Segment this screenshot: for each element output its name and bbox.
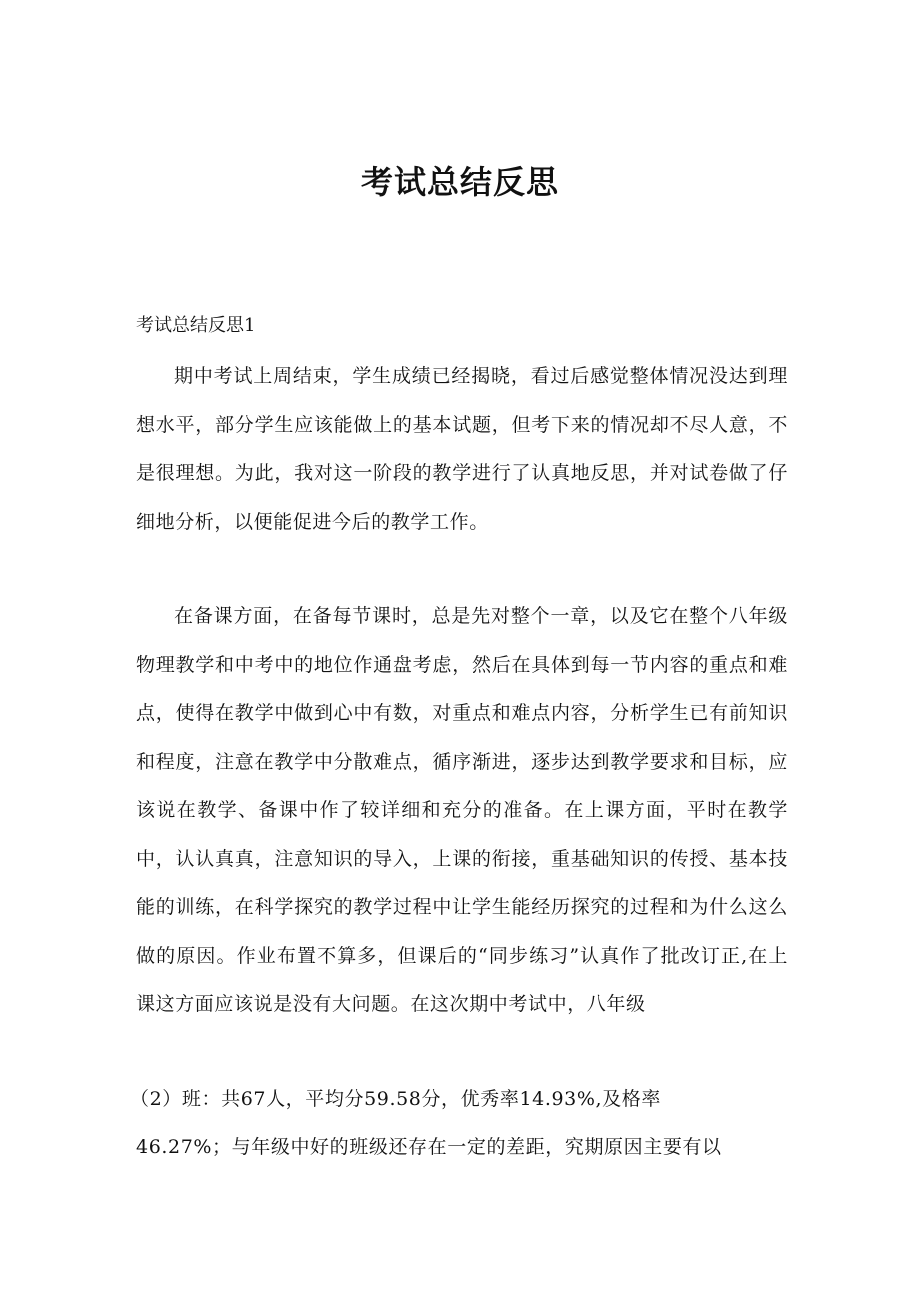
paragraph-lesson-prep: 在备课方面，在备每节课时，总是先对整个一章，以及它在整个八年级物理教学和中考中的地位作通盘考虑，然后在具体到每一节内容的重点和难点，使得在教学中做到心中有数，对重点和难点内容，分析学生已有前知识和程度，注意在教学中分散难点，循序渐进，逐步达到教学要求和目标，应该说在教学、备课中作了较详细和充分的准备。在上课方面，平时在教学中，认认真真，注意知识的导入，上课的衔接，重基础知识的传授、基本技能的训练，在科学探究的教学过程中让学生能经历探究的过程和为什么这么做的原因。作业布置不算多，但课后的“同步练习”认真作了批改订正,在上课这方面应该说是没有大问题。在这次期中考试中，八年级 [136, 605, 788, 1015]
document-title: 考试总结反思 [360, 163, 559, 201]
paragraph-intro: 期中考试上周结束，学生成绩已经揭晓，看过后感觉整体情况没达到理想水平，部分学生应该能做上的基本试题，但考下来的情况却不尽人意，不是很理想。为此，我对这一阶段的教学进行了认真地反思，并对试卷做了仔细地分析，以便能促进今后的教学工作。 [136, 365, 788, 533]
section-heading: 考试总结反思1 [136, 315, 256, 336]
stats-line-2: 46.27%；与年级中好的班级还存在一定的差距，究期原因主要有以 [136, 1136, 722, 1158]
stats-line-1: （2）班：共67人，平均分59.58分，优秀率14.93%,及格率 [130, 1088, 661, 1110]
